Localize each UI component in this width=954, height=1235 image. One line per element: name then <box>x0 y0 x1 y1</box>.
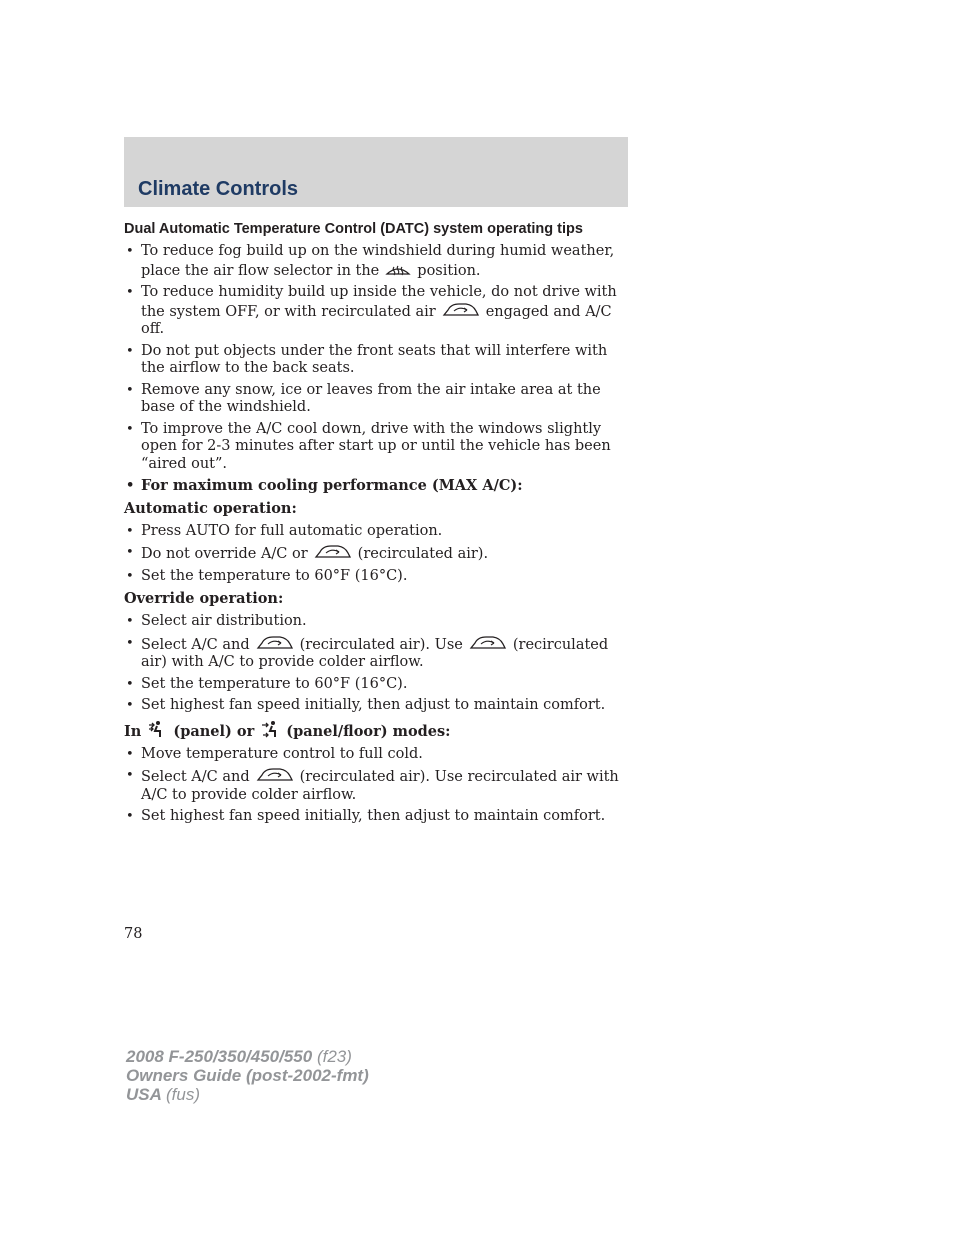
recirculated-air-icon <box>314 544 352 560</box>
operating-tips-heading: Dual Automatic Temperature Control (DATC) system operating tips <box>124 221 583 237</box>
footer-line-guide: Owners Guide (post-2002-fmt) <box>126 1066 369 1085</box>
list-item: • Remove any snow, ice or leaves from the air intake area at the base of the windshield. <box>126 381 601 415</box>
list-item: • Set the temperature to 60°F (16°C). <box>126 567 408 584</box>
page-number: 78 <box>124 926 143 942</box>
recirculated-air-icon <box>469 635 507 651</box>
list-item: • For maximum cooling performance (MAX A/C): <box>126 477 523 494</box>
automatic-operation-label: Automatic operation: <box>124 499 297 517</box>
list-item: • Set highest fan speed initially, then adjust to maintain comfort. <box>126 697 606 713</box>
section-header-band <box>124 137 628 207</box>
page-content <box>124 220 630 830</box>
override-operation-list <box>124 613 630 715</box>
defrost-icon <box>385 261 411 277</box>
list-item: • Set highest fan speed initially, then adjust to maintain comfort. <box>126 808 606 824</box>
list-item: • Do not override A/C or (recirculated air). <box>126 545 489 562</box>
automatic-operation-list <box>124 523 630 586</box>
tips-list <box>124 243 630 495</box>
list-item: • Select A/C and (recirculated air). Use recirculated air with A/C to provide colder airflow. <box>126 768 619 803</box>
panel-floor-mode-icon <box>260 720 280 738</box>
list-item: • To improve the A/C cool down, drive with the windows slightly open for 2-3 minutes after start up or until the vehicle has been “aired out”. <box>126 420 611 472</box>
panel-mode-icon <box>147 720 167 738</box>
list-item: • Move temperature control to full cold. <box>126 745 423 762</box>
list-item: • Select A/C and (recirculated air). Use (recirculated air) with A/C to provide colder airflow. <box>126 635 609 670</box>
recirculated-air-icon <box>256 635 294 651</box>
list-item: • To reduce fog build up on the windshield during humid weather, place the air flow selector in the position. <box>126 243 615 279</box>
footer-line-model: 2008 F-250/350/450/550 (f23) <box>126 1047 352 1066</box>
list-item: • Do not put objects under the front seats that will interfere with the airflow to the back seats. <box>126 342 608 376</box>
section-title: Climate Controls <box>138 178 299 200</box>
document-footer <box>126 1047 369 1104</box>
panel-modes-list <box>124 746 630 826</box>
list-item: • To reduce humidity build up inside the vehicle, do not drive with the system OFF, or with recirculated air engaged and A/C off. <box>126 284 617 337</box>
list-item: • Select air distribution. <box>126 613 307 629</box>
recirculated-air-icon <box>442 302 480 318</box>
list-item: • Set the temperature to 60°F (16°C). <box>126 675 408 692</box>
recirculated-air-icon <box>256 767 294 783</box>
panel-modes-label: In (panel) or (panel/floor) modes: <box>124 720 630 741</box>
list-item: • Press AUTO for full automatic operation. <box>126 522 443 539</box>
override-operation-label: Override operation: <box>124 590 284 607</box>
footer-line-market: USA (fus) <box>126 1085 200 1104</box>
